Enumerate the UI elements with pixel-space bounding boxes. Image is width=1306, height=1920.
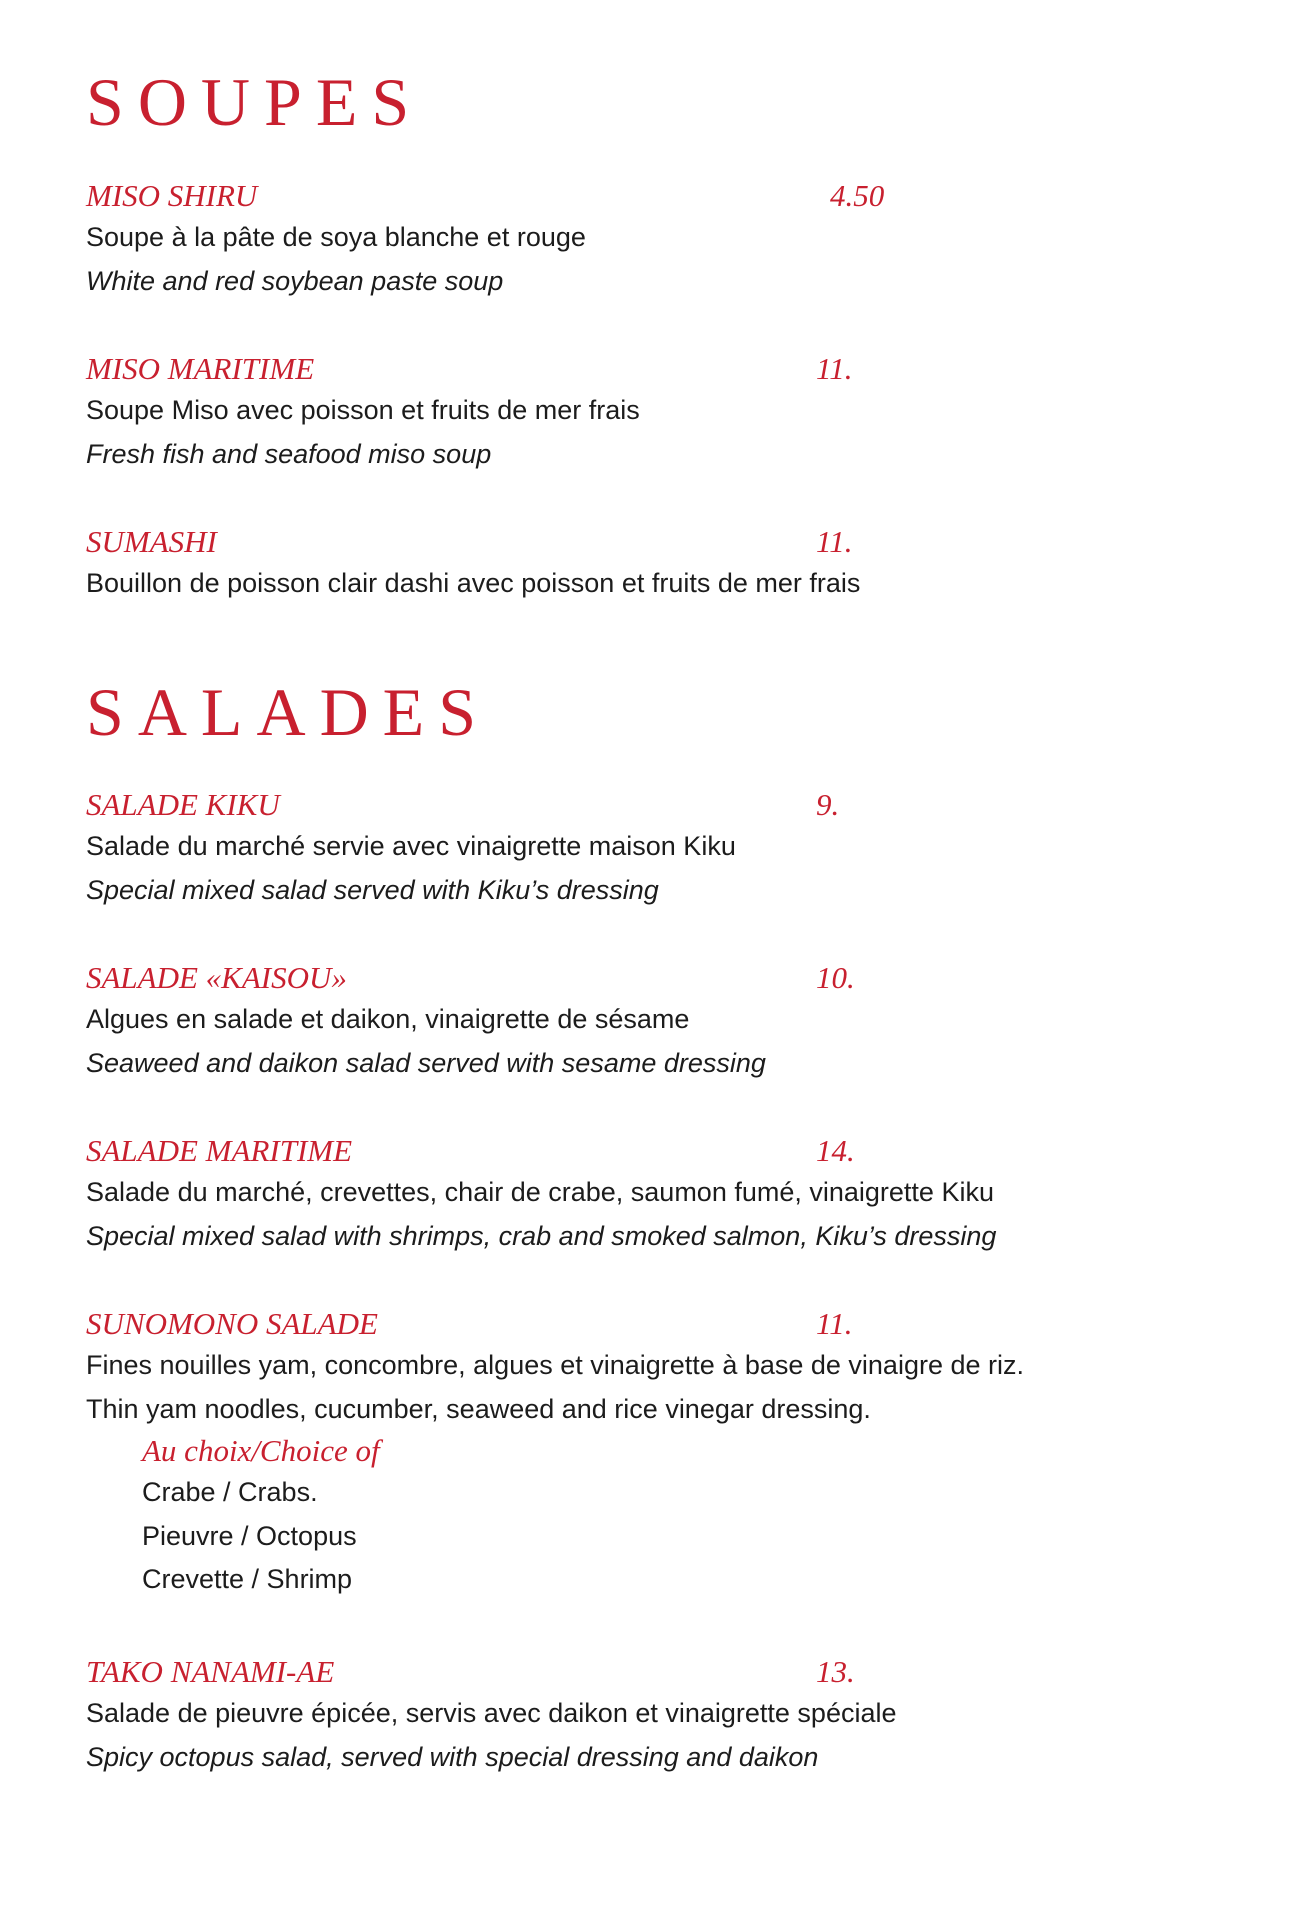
menu-item-salade-kiku (86, 785, 1206, 912)
item-name: TAKO NANAMI-AE (86, 1654, 335, 1689)
item-description-en: Spicy octopus salad, served with special dressing and daikon (86, 1741, 819, 1772)
item-name: SALADE MARITIME (86, 1133, 353, 1168)
item-price: 11. (816, 524, 853, 559)
item-description-fr: Algues en salade et daikon, vinaigrette de sésame (86, 1004, 690, 1034)
item-description-fr: Soupe Miso avec poisson et fruits de mer frais (86, 395, 640, 425)
choice-label: Au choix/Choice of (142, 1433, 380, 1468)
menu-item-sumashi (86, 522, 1206, 606)
item-name: MISO SHIRU (86, 178, 258, 213)
item-description-fr: Salade de pieuvre épicée, servis avec daikon et vinaigrette spéciale (86, 1698, 897, 1728)
item-name: SUNOMONO SALADE (86, 1306, 378, 1341)
choice-option-octopus: Pieuvre / Octopus (142, 1520, 357, 1551)
menu-item-sunomono-salade (86, 1304, 1206, 1602)
item-description-fr: Fines nouilles yam, concombre, algues et vinaigrette à base de vinaigre de riz. (86, 1350, 1024, 1380)
item-price: 10. (816, 960, 855, 995)
section-title-salades: SALADES (86, 674, 491, 750)
item-description-en: Fresh fish and seafood miso soup (86, 438, 492, 469)
item-description-fr: Salade du marché, crevettes, chair de crabe, saumon fumé, vinaigrette Kiku (86, 1177, 994, 1207)
item-description-fr: Bouillon de poisson clair dashi avec poisson et fruits de mer frais (86, 568, 861, 598)
item-description-en: Thin yam noodles, cucumber, seaweed and rice vinegar dressing. (86, 1393, 871, 1424)
item-description-en: White and red soybean paste soup (86, 265, 504, 296)
choice-option-crab: Crabe / Crabs. (142, 1477, 318, 1507)
menu-item-tako-nanami-ae (86, 1652, 1206, 1779)
item-name: MISO MARITIME (86, 351, 315, 386)
item-price: 4.50 (830, 178, 885, 213)
menu-item-miso-maritime (86, 349, 1206, 476)
section-title-soupes: SOUPES (86, 64, 424, 140)
item-name: SALADE KIKU (86, 787, 280, 822)
item-price: 11. (816, 351, 853, 386)
menu-item-miso-shiru (86, 176, 1206, 303)
item-name: SUMASHI (86, 524, 217, 559)
menu-item-salade-kaisou (86, 958, 1206, 1085)
item-description-en: Special mixed salad served with Kiku’s dressing (86, 874, 659, 905)
menu-item-salade-maritime (86, 1131, 1206, 1258)
item-description-fr: Salade du marché servie avec vinaigrette maison Kiku (86, 831, 736, 861)
item-description-fr: Soupe à la pâte de soya blanche et rouge (86, 222, 586, 252)
item-description-en: Seaweed and daikon salad served with sesame dressing (86, 1047, 766, 1078)
choice-block (86, 1431, 1206, 1602)
choice-option-shrimp: Crevette / Shrimp (142, 1564, 353, 1594)
item-price: 9. (816, 787, 840, 822)
item-name: SALADE «KAISOU» (86, 960, 347, 995)
item-price: 13. (816, 1654, 855, 1689)
item-description-en: Special mixed salad with shrimps, crab and smoked salmon, Kiku’s dressing (86, 1220, 997, 1251)
item-price: 11. (816, 1306, 853, 1341)
item-price: 14. (816, 1133, 855, 1168)
